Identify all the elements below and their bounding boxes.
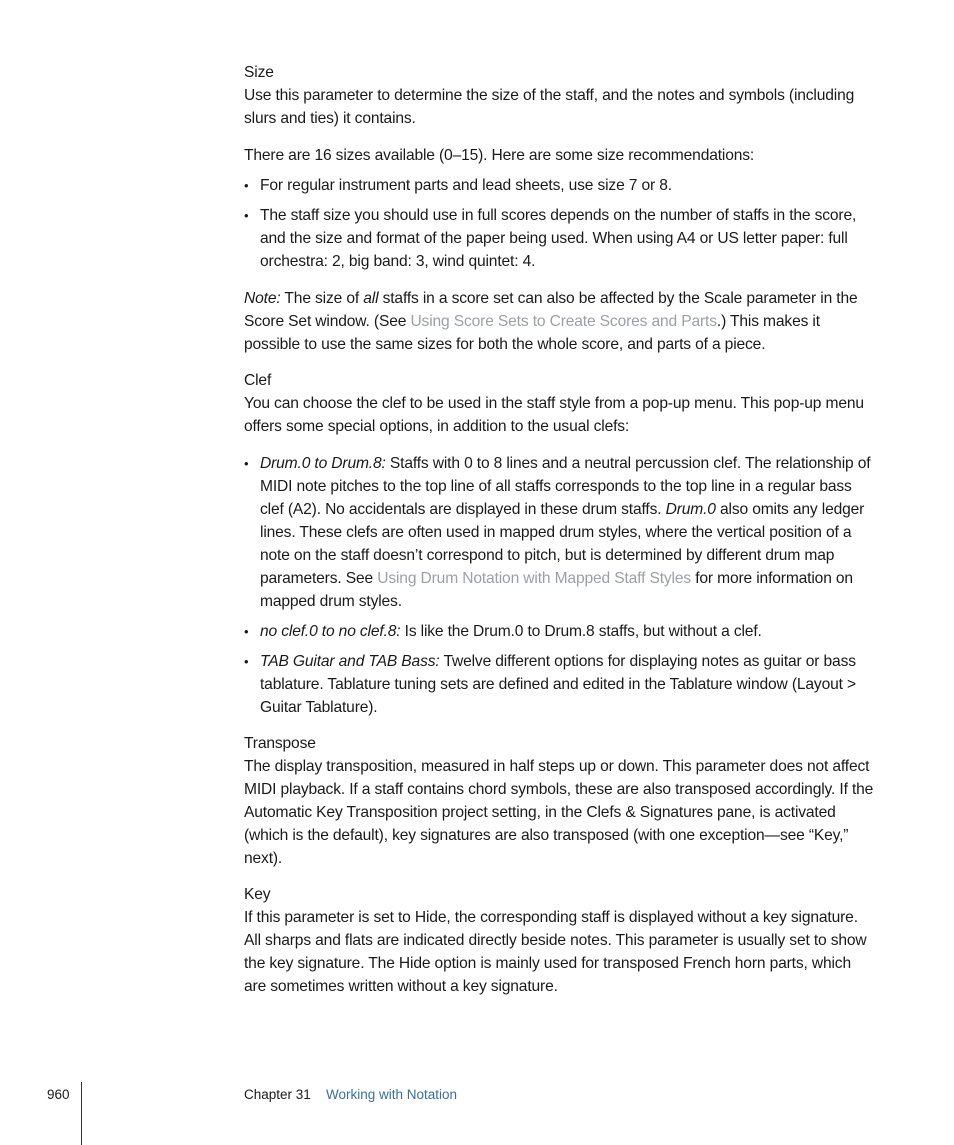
size-note [244,287,876,356]
clef-term: no clef.0 to no clef.8: [260,623,401,640]
page-number: 960 [47,1087,70,1102]
list-item [244,620,876,643]
chapter-label: Chapter 31 [244,1087,311,1102]
list-item: • For regular instrument parts and lead sheets, use size 7 or 8. [244,174,876,197]
clef-text: also omits any ledger lines. These clefs are often used in mapped drum styles, where the vertical position of a note on the staff doesn’t correspond to pitch, but is determined by different drum map parameters. See [260,501,865,587]
size-section [244,62,876,356]
note-label: Note: [244,290,281,307]
transpose-description: The display transposition, measured in half steps up or down. This parameter does not affect MIDI playback. If a staff contains chord symbols, these are also transposed accordingly. If the Automatic Key Transposition project setting, in the Clefs & Signatures pane, is activated (which is the default), key signatures are also transposed (with one exception—see “Key,” next). [244,758,874,867]
clef-text: Staffs with 0 to 8 lines and a neutral percussion clef. The relationship of MIDI note pitches to the top line of all staffs corresponds to the top line in a regular bass clef (A2). No accidentals are displayed in these drum staffs. [260,455,871,518]
clef-text: Twelve different options for displaying notes as guitar or bass tablature. Tablature tuning sets are defined and edited in the Tablature window (Layout > Guitar Tablature). [260,653,856,716]
clef-term: TAB Guitar and TAB Bass: [260,653,440,670]
size-heading: Size [244,64,274,81]
score-sets-link[interactable]: Using Score Sets to Create Scores and Parts [410,313,717,330]
clef-section [244,370,876,719]
note-emphasis: all [363,290,379,307]
size-availability: There are 16 sizes available (0–15). Here are some size recommendations: [244,147,755,164]
key-section [244,884,876,998]
note-text: The size of [280,290,364,307]
drum-notation-link[interactable]: Using Drum Notation with Mapped Staff Styles [377,570,692,587]
clef-heading: Clef [244,372,272,389]
key-description: If this parameter is set to Hide, the corresponding staff is displayed without a key signature. All sharps and flats are indicated directly beside notes. This parameter is usually set to show the key signature. The Hide option is mainly used for transposed French horn parts, which are sometimes written without a key signature. [244,909,867,995]
transpose-heading: Transpose [244,735,316,752]
size-description: Use this parameter to determine the size of the staff, and the notes and symbols (including slurs and ties) it contains. [244,87,855,127]
list-item [244,650,876,719]
clef-options-list [244,452,876,719]
clef-description: You can choose the clef to be used in the staff style from a pop-up menu. This pop-up menu offers some special options, in addition to the usual clefs: [244,395,864,435]
clef-term: Drum.0 to Drum.8: [260,455,386,472]
clef-text: Is like the Drum.0 to Drum.8 staffs, but without a clef. [400,623,762,640]
list-item [244,452,876,613]
page-content [244,62,876,1012]
clef-emphasis: Drum.0 [665,501,716,518]
footer-divider [81,1082,82,1145]
page-footer [0,1082,954,1145]
key-heading: Key [244,886,271,903]
note-text: .) This makes it possible to use the same sizes for both the whole score, and parts of a piece. [244,313,820,353]
chapter-title-link[interactable]: Working with Notation [326,1087,458,1102]
size-recommendations-list [244,174,876,273]
note-text: staffs in a score set can also be affected by the Scale parameter in the Score Set window. (See [244,290,858,330]
list-item: • The staff size you should use in full scores depends on the number of staffs in the score, and the size and format of the paper being used. When using A4 or US letter paper: full orchestra: 2, big band: 3, wind quintet: 4. [244,204,876,273]
transpose-section [244,733,876,870]
clef-text: for more information on mapped drum styles. [260,570,853,610]
